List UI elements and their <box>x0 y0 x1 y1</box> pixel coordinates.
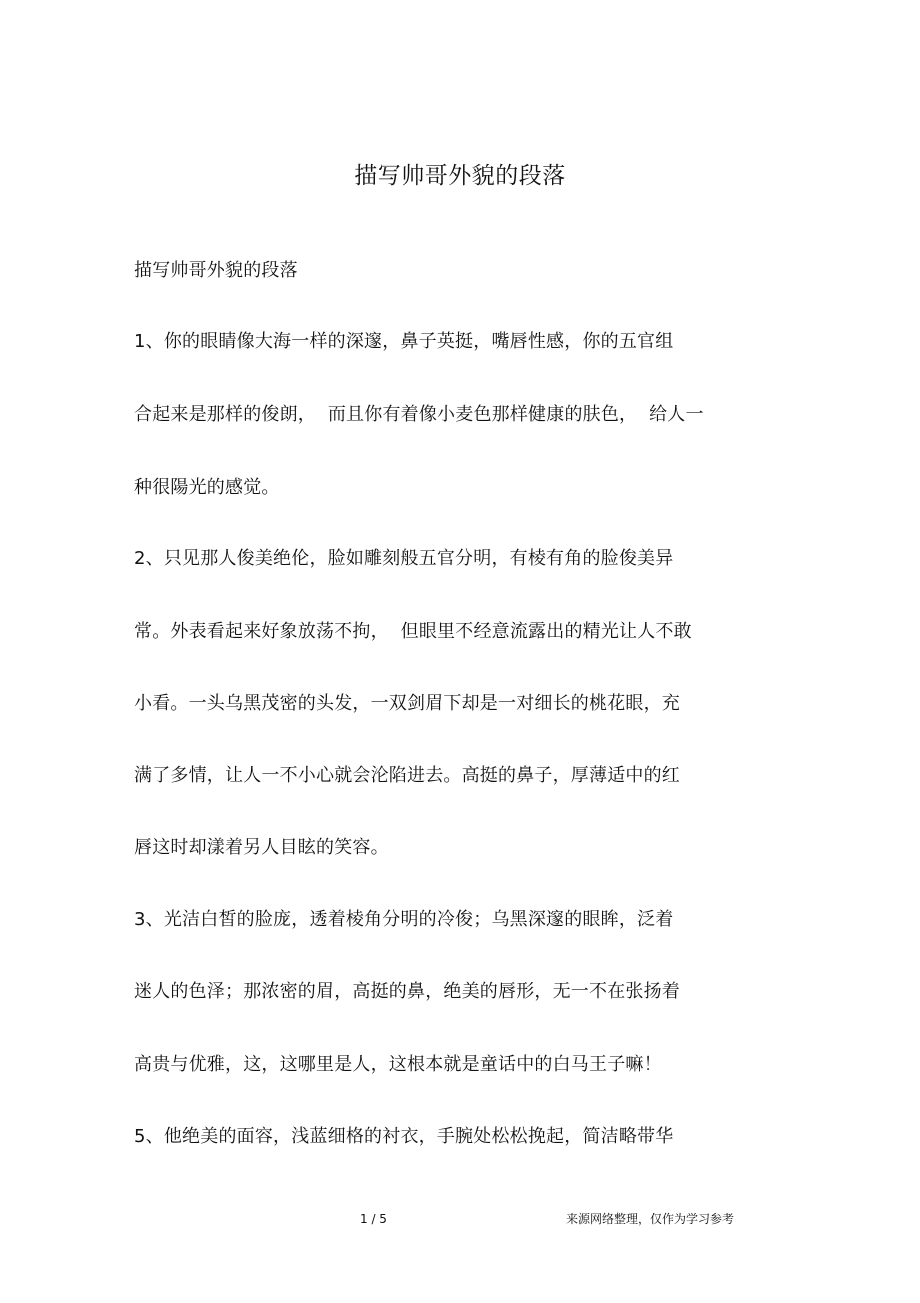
paragraph-line: 满了多情，让人一不小心就会沦陷进去。高挺的鼻子，厚薄适中的红 <box>134 765 680 786</box>
paragraph-line: 高贵与优雅，这，这哪里是人，这根本就是童话中的白马王子嘛！ <box>134 1054 662 1075</box>
paragraph-line: 唇这时却漾着另人目眩的笑容。 <box>134 837 389 858</box>
page-title: 描写帅哥外貌的段落 <box>354 163 566 189</box>
paragraph-line: 小看。一头乌黑茂密的头发，一双剑眉下却是一对细长的桃花眼，充 <box>134 693 680 714</box>
paragraph-line: 3、光洁白皙的脸庞，透着棱角分明的冷俊；乌黑深邃的眼眸，泛着 <box>134 909 674 930</box>
paragraph-line: 5、他绝美的面容，浅蓝细格的衬衣，手腕处松松挽起，简洁略带华 <box>134 1126 674 1147</box>
page-number: 1 / 5 <box>360 1212 387 1226</box>
paragraph-line: 常。外表看起来好象放荡不拘， 但眼里不经意流露出的精光让人不敢 <box>134 621 692 642</box>
paragraph-line: 合起来是那样的俊朗， 而且你有着像小麦色那样健康的肤色， 给人一 <box>134 404 704 425</box>
paragraph-line: 迷人的色泽；那浓密的眉，高挺的鼻，绝美的唇形，无一不在张扬着 <box>134 981 680 1002</box>
paragraph-line: 1、你的眼睛像大海一样的深邃，鼻子英挺，嘴唇性感，你的五官组 <box>134 331 674 352</box>
source-note: 来源网络整理，仅作为学习参考 <box>566 1212 735 1226</box>
paragraph-line: 种很陽光的感觉。 <box>134 477 280 498</box>
paragraph-line: 2、只见那人俊美绝伦，脸如雕刻般五官分明，有棱有角的脸俊美异 <box>134 548 674 569</box>
subtitle-line: 描写帅哥外貌的段落 <box>134 260 298 281</box>
